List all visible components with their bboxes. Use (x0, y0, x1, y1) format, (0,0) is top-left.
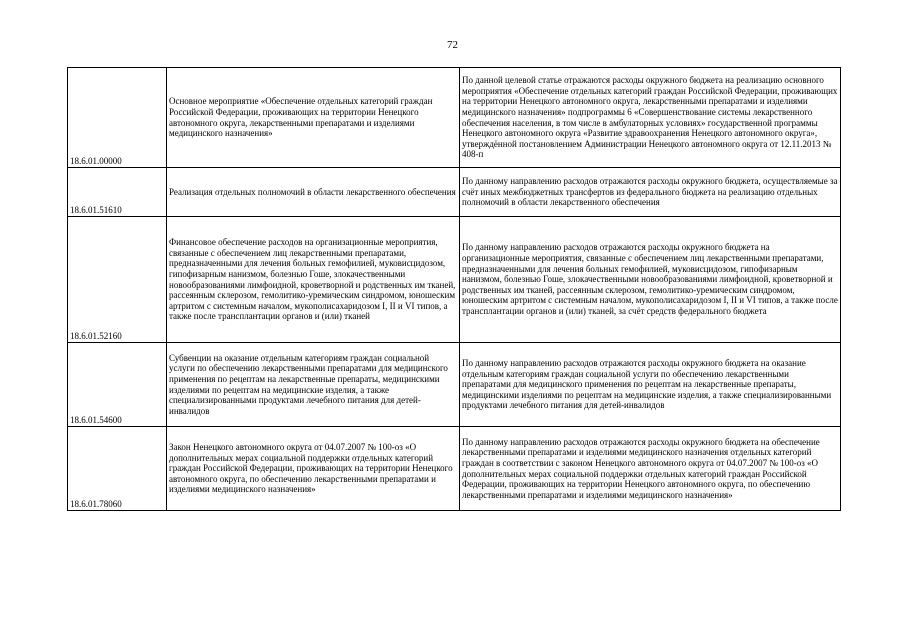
expense-description: По данному направлению расходов отражаются расходы окружного бюджета на обеспечение лекарственными препаратами и изделиями медицинского назначения отдельных категорий граждан в соответствии с законом Ненецкого автономного округа от 04.07.2007 № 100-оз «О дополнительных мерах социальной поддержки отдельных категорий граждан Российской Федерации, проживающих на территории Ненецкого автономного округа, по обеспечению лекарственными препаратами и изделиями медицинского назначения» (460, 427, 841, 511)
expense-description: По данной целевой статье отражаются расходы окружного бюджета на реализацию основного мероприятия «Обеспечение отдельных категорий граждан Российской Федерации, проживающих на территории Ненецкого автономного округа, лекарственными препаратами и изделиями медицинского назначения» подпрограммы 6 «Совершенствование системы лекарственного обеспечения населения, в том числе в амбулаторных условиях» государственной программы Ненецкого автономного округа «Развитие здравоохранения Ненецкого автономного округа», утверждённой постановлением Администрации Ненецкого автономного округа от 12.11.2013 № 408-п (460, 68, 841, 168)
table-row (68, 217, 841, 343)
expense-title: Реализация отдельных полномочий в области лекарственного обеспечения (167, 168, 460, 217)
target-article-code: 18.6.01.54600 (68, 343, 167, 427)
expense-title: Закон Ненецкого автономного округа от 04.07.2007 № 100-оз «О дополнительных мерах социальной поддержки отдельных категорий граждан Российской Федерации, проживающих на территории Ненецкого автономного округа, по обеспечению лекарственными препаратами и изделиями медицинского назначения» (167, 427, 460, 511)
page-number: 72 (447, 39, 458, 51)
table-row (68, 68, 841, 168)
table-row (68, 427, 841, 511)
expense-description: По данному направлению расходов отражаются расходы окружного бюджета на организационные мероприятия, связанные с обеспечением лиц лекарственными препаратами, предназначенными для лечения больных гемофилией, муковисцидозом, гипофизарным нанизмом, болезнью Гоше, злокачественными новообразованиями лимфоидной, кроветворной и родственных им тканей, рассеянным склерозом, гемолитико-уремическим синдромом, юношеским артритом с системным началом, мукополисахаридозом I, II и VI типов, а также после трансплантации органов и (или) тканей, за счёт средств федерального бюджета (460, 217, 841, 343)
expense-description: По данному направлению расходов отражаются расходы окружного бюджета, осуществляемые за счёт иных межбюджетных трансфертов из федерального бюджета на реализацию отдельных полномочий в области лекарственного обеспечения (460, 168, 841, 217)
target-article-code: 18.6.01.51610 (68, 168, 167, 217)
table-row (68, 168, 841, 217)
expense-title: Финансовое обеспечение расходов на организационные мероприятия, связанные с обеспечением лиц лекарственными препаратами, предназначенными для лечения больных гемофилией, муковисцидозом, гипофизарным нанизмом, болезнью Гоше, злокачественными новообразованиями лимфоидной, кроветворной и родственных им тканей, рассеянным склерозом, гемолитико-уремическим синдромом, юношеским артритом с системным началом, мукополисахаридозом I, II и VI типов, а также после трансплантации органов и (или) тканей (167, 217, 460, 343)
target-article-code: 18.6.01.52160 (68, 217, 167, 343)
target-article-code: 18.6.01.00000 (68, 68, 167, 168)
budget-classification-table (67, 67, 841, 511)
expense-description: По данному направлению расходов отражаются расходы окружного бюджета на оказание отдельным категориям граждан социальной услуги по обеспечению лекарственными препаратами для медицинского применения по рецептам на лекарственные препараты, медицинскими изделиями по рецептам на медицинские изделия, а также специализированными продуктами лечебного питания для детей-инвалидов (460, 343, 841, 427)
expense-title: Субвенции на оказание отдельным категориям граждан социальной услуги по обеспечению лекарственными препаратами для медицинского применения по рецептам на лекарственные препараты, медицинскими изделиями по рецептам на медицинские изделия, а также специализированными продуктами лечебного питания для детей-инвалидов (167, 343, 460, 427)
expense-title: Основное мероприятие «Обеспечение отдельных категорий граждан Российской Федерации, проживающих на территории Ненецкого автономного округа, лекарственными препаратами и изделиями медицинского назначения» (167, 68, 460, 168)
table-row (68, 343, 841, 427)
target-article-code: 18.6.01.78060 (68, 427, 167, 511)
